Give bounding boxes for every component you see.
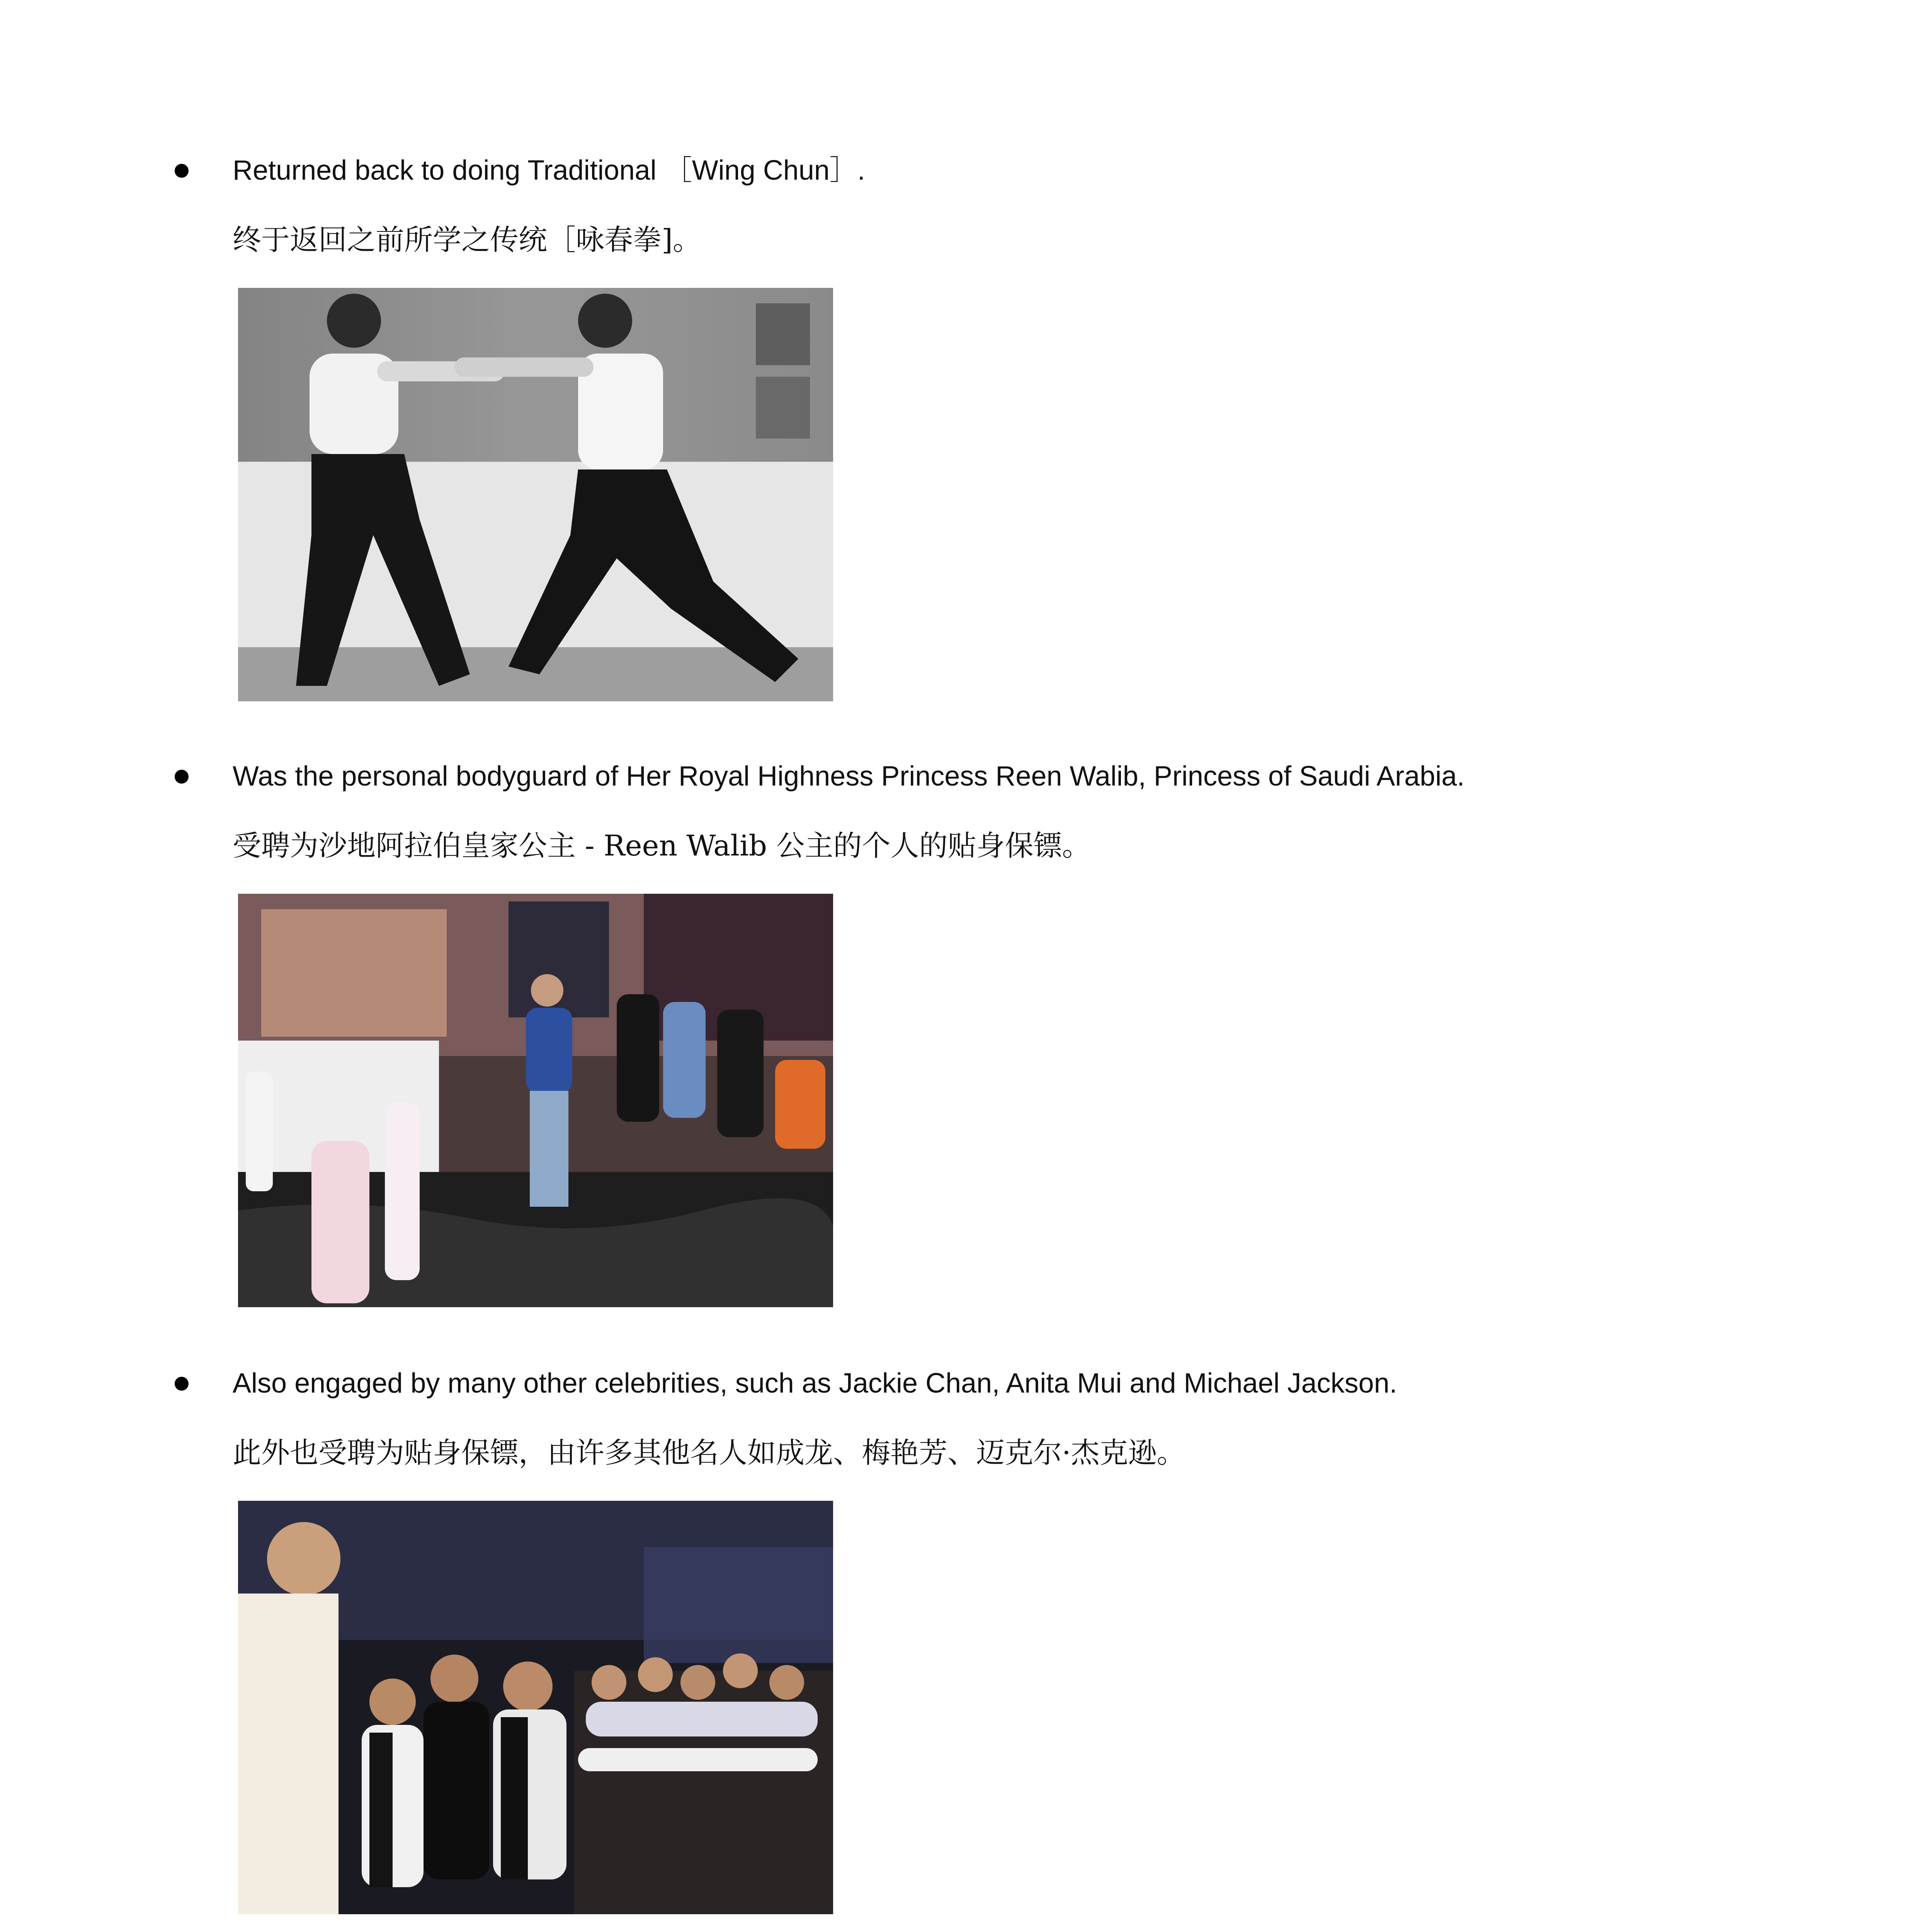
item-english-text: Was the personal bodyguard of Her Royal Highness Princess Reen Walib, Princess of Saudi Arabia. <box>233 761 1465 792</box>
item-english-text: Returned back to doing Traditional ［Wing Chun］. <box>233 155 865 186</box>
bullet <box>175 1377 189 1391</box>
list-item-charity <box>0 1819 1917 1932</box>
item-chinese-text: 终于返回之前所学之传统［咏春拳]。 <box>233 223 701 257</box>
item-english-text: Also engaged by many other celebrities, such as Jackie Chan, Anita Mui and Michael Jackson. <box>233 1368 1397 1399</box>
list-item-princess <box>0 606 1917 1209</box>
list-item-celebrities <box>0 1213 1917 1816</box>
list-item-wing-chun <box>0 0 1917 603</box>
bullet <box>175 770 189 784</box>
item-chinese-text: 此外也受聘为贴身保镖，由许多其他名人如成龙、梅艳芳、迈克尔·杰克逊。 <box>233 1436 1186 1469</box>
item-chinese-text: 受聘为沙地阿拉伯皇家公主 - Reen Walib 公主的个人的贴身保镖。 <box>233 829 1091 862</box>
bullet <box>175 164 189 178</box>
